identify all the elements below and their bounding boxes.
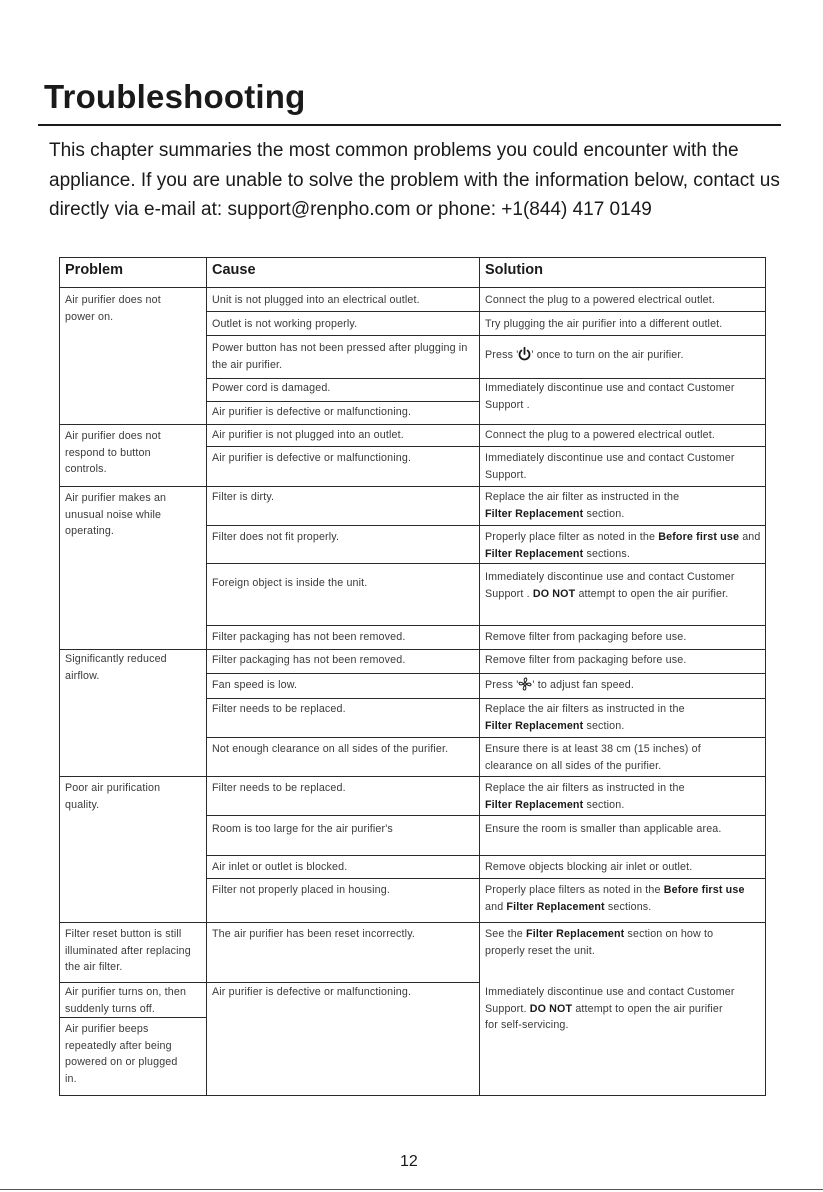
- row-divider: [206, 878, 766, 879]
- cause-cell: Filter packaging has not been removed.: [212, 631, 406, 643]
- cause-cell: Filter not properly placed in housing.: [212, 884, 390, 896]
- solution-cell: Connect the plug to a powered electrical outlet.: [485, 294, 715, 306]
- row-divider: [206, 446, 766, 447]
- solution-cell: [485, 529, 765, 562]
- page-heading: Troubleshooting: [44, 78, 306, 115]
- solution-cell: Ensure there is at least 38 cm (15 inches) of clearance on all sides of the purifier.: [485, 743, 701, 772]
- solution-text: attempt to open the air purifier.: [578, 587, 729, 600]
- section-reference: Filter Replacement: [485, 547, 584, 560]
- row-divider: [60, 982, 480, 983]
- cause-cell: Air purifier is defective or malfunctioning.: [212, 452, 412, 464]
- cause-cell: Filter needs to be replaced.: [212, 703, 346, 715]
- solution-text: Properly place filters as noted in the: [485, 884, 661, 896]
- page-number: 12: [400, 1153, 418, 1170]
- problem-cell: Filter reset button is still illuminated after replacing the air filter.: [65, 928, 191, 973]
- section-reference: Before first use: [658, 531, 740, 543]
- cause-cell: Foreign object is inside the unit.: [212, 577, 368, 589]
- cause-cell: Unit is not plugged into an electrical outlet.: [212, 294, 420, 306]
- cause-cell: Power button has not been pressed after plugging in the air purifier.: [212, 342, 468, 371]
- cause-cell: Air inlet or outlet is blocked.: [212, 861, 348, 873]
- solution-text: and: [485, 900, 504, 913]
- heading-divider: [38, 124, 781, 126]
- solution-cell: Immediately discontinue use and contact Customer Support.: [485, 452, 735, 481]
- section-reference: Filter Replacement: [485, 507, 584, 520]
- solution-text: section.: [586, 798, 625, 811]
- column-divider: [479, 258, 480, 1096]
- row-divider: [206, 335, 766, 336]
- solution-cell: [485, 780, 755, 813]
- cause-cell: Air purifier is not plugged into an outlet.: [212, 429, 404, 441]
- solution-text: Replace the air filters as instructed in the: [485, 703, 685, 715]
- cause-cell: Air purifier is defective or malfunctioning.: [212, 986, 412, 998]
- cause-cell: Filter does not fit properly.: [212, 531, 340, 543]
- cause-cell: Not enough clearance on all sides of the purifier.: [212, 743, 449, 755]
- problem-cell: Poor air purification quality.: [65, 782, 161, 811]
- solution-text: Properly place filter as noted in the: [485, 531, 656, 543]
- fan-icon: [518, 677, 532, 691]
- solution-text: ' once to turn on the air purifier.: [531, 349, 684, 361]
- section-reference: Filter Replacement: [506, 900, 605, 913]
- section-reference: Filter Replacement: [485, 798, 584, 811]
- solution-cell: Immediately discontinue use and contact Customer Support .: [485, 382, 735, 411]
- solution-text: Replace the air filters as instructed in the: [485, 782, 685, 794]
- problem-cell: Air purifier does not power on.: [65, 294, 161, 323]
- solution-cell: Try plugging the air purifier into a different outlet.: [485, 318, 723, 330]
- row-divider: [206, 625, 766, 626]
- solution-text: section.: [586, 719, 625, 732]
- solution-cell: Ensure the room is smaller than applicable area.: [485, 823, 722, 835]
- solution-text: See the: [485, 928, 523, 940]
- solution-cell: [485, 926, 725, 959]
- solution-cell: [485, 984, 735, 1034]
- row-divider: [206, 311, 766, 312]
- solution-text: Immediately discontinue use and contact Customer Support.: [485, 986, 735, 1015]
- section-reference: Before first use: [663, 884, 745, 896]
- solution-cell: [485, 677, 765, 694]
- row-divider: [206, 737, 766, 738]
- row-divider: [206, 378, 766, 379]
- solution-text: Immediately discontinue use and contact Customer Support .: [485, 571, 735, 600]
- solution-cell: [485, 347, 765, 364]
- cause-cell: Fan speed is low.: [212, 679, 298, 691]
- row-divider: [60, 486, 766, 487]
- row-divider: [206, 698, 766, 699]
- row-divider: [206, 401, 480, 402]
- problem-cell: Air purifier beeps repeatedly after being powered on or plugged in.: [65, 1023, 178, 1085]
- warning-text: DO NOT: [532, 587, 576, 600]
- problem-cell: Air purifier makes an unusual noise while operating.: [65, 492, 167, 537]
- row-divider: [60, 424, 766, 425]
- problem-cell: Air purifier does not respond to button controls.: [65, 430, 161, 475]
- cause-cell: Room is too large for the air purifier's: [212, 823, 393, 835]
- row-divider: [60, 776, 766, 777]
- solution-text: section.: [586, 507, 625, 520]
- solution-cell: Remove objects blocking air inlet or outlet.: [485, 861, 693, 873]
- solution-text: and: [742, 531, 761, 543]
- row-divider: [206, 563, 766, 564]
- solution-text: sections.: [607, 900, 652, 913]
- bottom-edge-line: [0, 1189, 823, 1190]
- solution-text: Press ': [485, 679, 519, 691]
- solution-text: attempt to open the air purifier for self-servicing.: [485, 1002, 723, 1031]
- solution-cell: Remove filter from packaging before use.: [485, 654, 687, 666]
- section-reference: Filter Replacement: [526, 928, 625, 940]
- cause-cell: Outlet is not working properly.: [212, 318, 358, 330]
- solution-cell: [485, 882, 765, 915]
- power-icon: [518, 347, 531, 361]
- row-divider: [60, 1017, 206, 1018]
- warning-text: DO NOT: [529, 1002, 573, 1015]
- solution-text: Replace the air filter as instructed in the: [485, 491, 680, 503]
- intro-paragraph: This chapter summaries the most common problems you could encounter with the appliance. If you are unable to solve the problem with the information below, contact us directly via e-mail at: support@renpho.com or phone: +1(844) 417 0149: [49, 140, 780, 220]
- solution-text: section on how to properly reset the unit.: [485, 928, 714, 957]
- row-divider: [60, 649, 766, 650]
- section-reference: Filter Replacement: [485, 719, 584, 732]
- solution-cell: [485, 569, 735, 602]
- troubleshooting-table: [59, 257, 766, 1096]
- header-cause: Cause: [212, 262, 256, 278]
- cause-cell: Filter packaging has not been removed.: [212, 654, 406, 666]
- solution-cell: Remove filter from packaging before use.: [485, 631, 687, 643]
- header-problem: Problem: [65, 262, 124, 278]
- solution-text: Press ': [485, 349, 519, 361]
- cause-cell: Filter needs to be replaced.: [212, 782, 346, 794]
- column-divider: [206, 258, 207, 1096]
- solution-cell: [485, 489, 755, 522]
- row-divider: [206, 525, 766, 526]
- row-divider: [206, 815, 766, 816]
- cause-cell: Power cord is damaged.: [212, 382, 331, 394]
- cause-cell: Air purifier is defective or malfunctioning.: [212, 406, 412, 418]
- problem-cell: Significantly reduced airflow.: [65, 653, 167, 682]
- solution-text: sections.: [586, 547, 630, 560]
- cause-cell: The air purifier has been reset incorrectly.: [212, 928, 416, 940]
- solution-cell: [485, 701, 755, 734]
- solution-text: ' to adjust fan speed.: [532, 679, 634, 691]
- solution-cell: Connect the plug to a powered electrical outlet.: [485, 429, 715, 441]
- cause-cell: Filter is dirty.: [212, 491, 275, 503]
- problem-cell: Air purifier turns on, then suddenly turns off.: [65, 986, 187, 1015]
- row-divider: [60, 922, 766, 923]
- row-divider: [206, 855, 766, 856]
- row-divider: [206, 673, 766, 674]
- header-solution: Solution: [485, 262, 543, 278]
- row-divider: [60, 287, 766, 288]
